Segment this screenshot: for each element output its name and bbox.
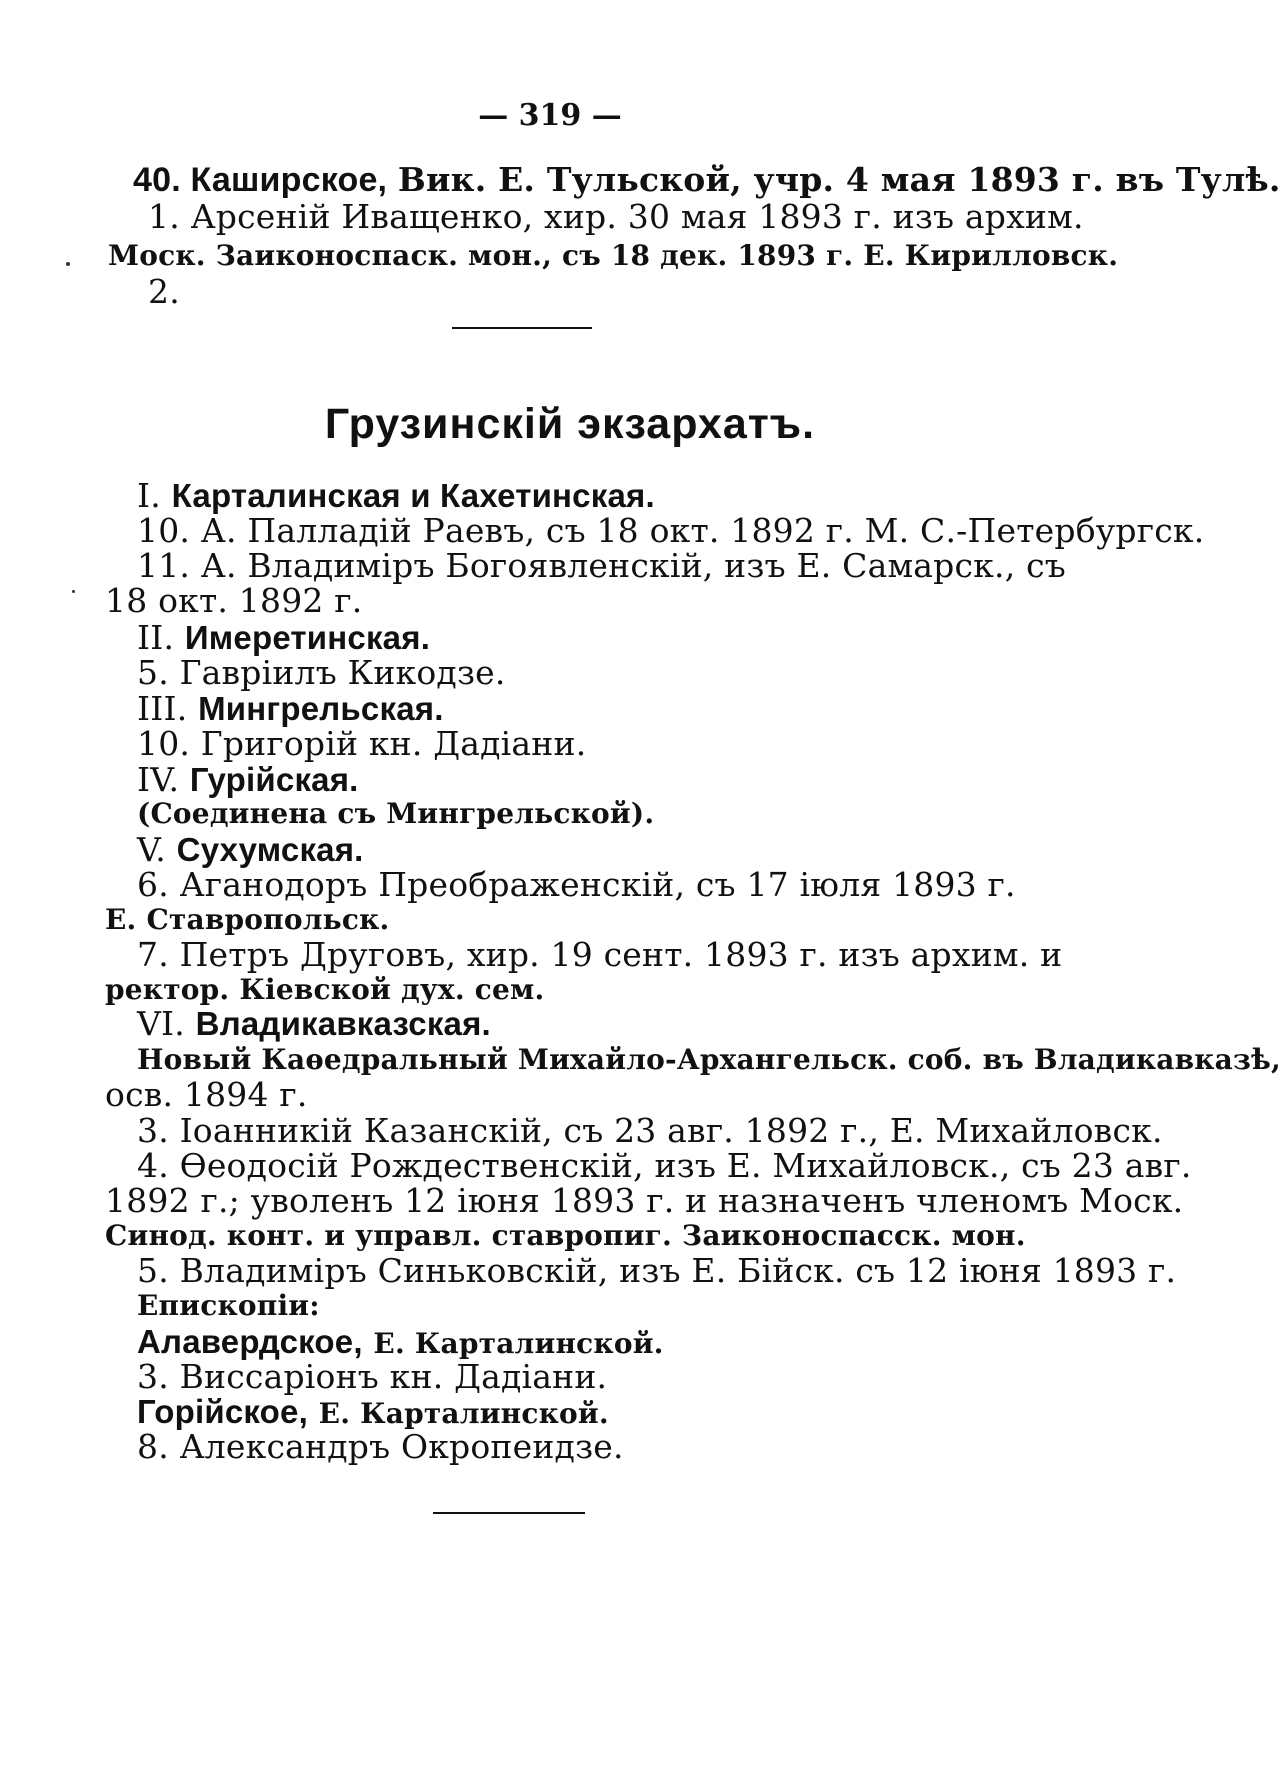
entry-line: Синод. конт. и управл. ставропиг. Заиконоспасск. мон. bbox=[105, 1219, 1026, 1252]
section-name: Имеретинская. bbox=[184, 619, 431, 656]
exarchate-title: Грузинскій экзархатъ. bbox=[324, 400, 816, 448]
bishopric-description: Е. Карталинской. bbox=[373, 1327, 664, 1360]
section-number: III. bbox=[137, 689, 188, 728]
section-heading-kartalinian bbox=[137, 476, 655, 516]
entry-line: 7. Петръ Друговъ, хир. 19 сент. 1893 г. изъ архим. и bbox=[137, 935, 1063, 974]
section-number: II. bbox=[137, 618, 175, 657]
entry-line: Моск. Заиконоспаск. мон., съ 18 дек. 1893 г. Е. Кирилловск. bbox=[108, 239, 1119, 272]
section-divider bbox=[433, 1512, 585, 1514]
section-name: Сухумская. bbox=[176, 831, 364, 868]
entry-line: 5. Гавріилъ Кикодзе. bbox=[137, 653, 506, 692]
section-divider bbox=[452, 327, 592, 329]
entry-line: (Соединена съ Мингрельской). bbox=[137, 797, 655, 830]
bishopric-name: Алавердское, bbox=[137, 1323, 363, 1360]
entry-line: Е. Ставропольск. bbox=[105, 903, 390, 936]
entry-line: 4. Ѳеодосій Рождественскій, изъ Е. Михайловск., съ 23 авг. bbox=[137, 1146, 1192, 1185]
section-name: Гурійская. bbox=[189, 761, 359, 798]
section-name: Карталинская и Кахетинская. bbox=[171, 477, 655, 514]
section-number: VI. bbox=[137, 1004, 185, 1043]
section-name: Мингрельская. bbox=[198, 690, 444, 727]
section-number: I. bbox=[137, 476, 161, 515]
section-name: Владикавказская. bbox=[195, 1005, 491, 1042]
entry-line: 10. А. Палладій Раевъ, съ 18 окт. 1892 г. М. С.-Петербургск. bbox=[137, 511, 1205, 550]
section-heading-imeretian bbox=[137, 618, 430, 658]
entry-line: ректор. Кіевской дух. сем. bbox=[105, 973, 545, 1006]
bishopric-description: Е. Карталинской. bbox=[318, 1397, 609, 1430]
entry-line: Епископіи: bbox=[137, 1289, 320, 1322]
section-number: V. bbox=[137, 830, 166, 869]
entry-line: 2. bbox=[148, 272, 180, 311]
section-number: IV. bbox=[137, 760, 180, 799]
section-heading-mingrelian bbox=[137, 689, 444, 729]
print-speck bbox=[66, 262, 70, 266]
section-heading-sukhumi bbox=[137, 830, 364, 870]
bishopric-name: Горійское, bbox=[137, 1393, 308, 1430]
entry-line: 3. Виссаріонъ кн. Дадіани. bbox=[137, 1357, 608, 1396]
entry-line: 1892 г.; уволенъ 12 іюня 1893 г. и назначенъ членомъ Моск. bbox=[105, 1181, 1184, 1220]
print-speck bbox=[72, 590, 75, 593]
entry-line: 18 окт. 1892 г. bbox=[105, 581, 363, 620]
page-number: — 319 — bbox=[478, 98, 622, 133]
diocese-heading-kashira bbox=[133, 160, 1281, 200]
entry-line: 1. Арсеній Иващенко, хир. 30 мая 1893 г. изъ архим. bbox=[148, 197, 1084, 236]
entry-line: 3. Іоанникій Казанскій, съ 23 авг. 1892 г., Е. Михайловск. bbox=[137, 1111, 1163, 1150]
section-heading-vladikavkaz bbox=[137, 1004, 491, 1044]
entry-line: 8. Александръ Окропеидзе. bbox=[137, 1427, 624, 1466]
entry-line: 11. А. Владиміръ Богоявленскій, изъ Е. Самарск., съ bbox=[137, 546, 1066, 585]
entry-line: Новый Каѳедральный Михайло-Архангельск. соб. въ Владикавказѣ, bbox=[137, 1043, 1281, 1076]
entry-line: 6. Аганодоръ Преображенскій, съ 17 іюля 1893 г. bbox=[137, 865, 1016, 904]
entry-line: 5. Владиміръ Синьковскій, изъ Е. Бійск. съ 12 іюня 1893 г. bbox=[137, 1251, 1177, 1290]
diocese-name: 40. Каширское, bbox=[133, 161, 388, 199]
entry-line: осв. 1894 г. bbox=[105, 1075, 308, 1114]
entry-line: 10. Григорій кн. Дадіани. bbox=[137, 724, 587, 763]
diocese-description: Вик. Е. Тульской, учр. 4 мая 1893 г. въ Тулѣ. bbox=[397, 160, 1281, 199]
